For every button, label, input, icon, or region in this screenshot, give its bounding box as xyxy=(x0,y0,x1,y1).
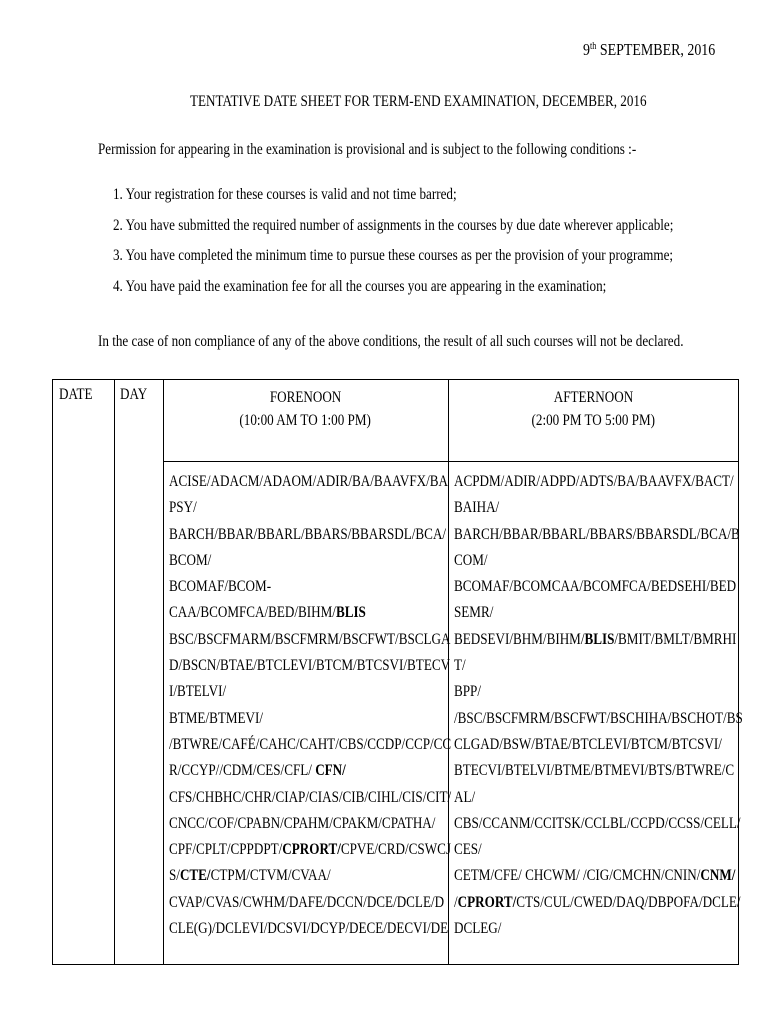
intro-text: Permission for appearing in the examination is provisional and is subject to the following conditions :- xyxy=(98,141,637,158)
course-line xyxy=(454,495,770,521)
course-codes: R/CCYP//CDM/CES/CFL/ xyxy=(169,762,316,780)
closing-note: In the case of non compliance of any of the above conditions, the result of all such courses will not be declared. xyxy=(98,333,684,350)
course-codes: BARCH/BBAR/BBARL/BBARS/BBARSDL/BCA/ xyxy=(169,525,447,543)
column-divider xyxy=(163,380,164,964)
course-codes: BTECVI/BTELVI/BTME/BTMEVI/BTS/BTWRE/C xyxy=(454,762,735,780)
course-codes: /BSC/BSCFMRM/BSCFWT/BSCHIHA/BSCHOT/BS xyxy=(454,709,743,727)
exam-date-table xyxy=(52,379,743,965)
course-codes: CTPM/CTVM/CVAA/ xyxy=(210,867,331,885)
condition-item: 4. You have paid the examination fee for all the courses you are appearing in the examination; xyxy=(113,277,607,295)
course-codes: AL/ xyxy=(454,788,476,806)
course-line xyxy=(454,732,770,758)
course-codes: CTE/ xyxy=(179,867,211,885)
condition-item: 2. You have submitted the required number of assignments in the courses by due date wherever applicable; xyxy=(113,216,674,234)
course-line xyxy=(454,574,770,600)
course-codes: CLE(G)/DCLEVI/DCSVI/DCYP/DECE/DECVI/DE xyxy=(169,920,449,938)
column-divider xyxy=(114,380,115,964)
course-line xyxy=(454,600,770,626)
course-codes: BPP/ xyxy=(454,683,481,701)
course-codes: CLGAD/BSW/BTAE/BTCLEVI/BTCM/BTCSVI/ xyxy=(454,735,722,753)
afternoon-header: AFTERNOON (2:00 PM TO 5:00 PM) xyxy=(531,389,656,429)
course-codes: S/ xyxy=(169,867,180,885)
course-codes: BTME/BTMEVI/ xyxy=(169,709,264,727)
course-line xyxy=(454,469,770,495)
course-codes: ACPDM/ADIR/ADPD/ADTS/BA/BAAVFX/BACT/ xyxy=(454,473,734,490)
course-codes: CPRORT/ xyxy=(457,893,517,911)
condition-item: 3. You have completed the minimum time to pursue these courses as per the provision of your programme; xyxy=(113,247,674,264)
course-codes: CBS/CCANM/CCITSK/CCLBL/CCPD/CCSS/CELL/ xyxy=(454,814,741,832)
course-line xyxy=(454,706,770,732)
course-line xyxy=(454,627,770,653)
course-line xyxy=(454,811,770,837)
forenoon-header: FORENOON (10:00 AM TO 1:00 PM) xyxy=(239,389,372,429)
afternoon-courses xyxy=(454,469,770,942)
course-codes: CPRORT/ xyxy=(282,841,341,859)
document-title: TENTATIVE DATE SHEET FOR TERM-END EXAMINATION, DECEMBER, 2016 xyxy=(190,93,647,110)
course-codes: CFS/CHBHC/CHR/CIAP/CIAS/CIB/CIHL/CIS/CIT/ xyxy=(169,788,452,806)
course-codes: CTS/CUL/CWED/DAQ/DBPOFA/DCLE/ xyxy=(516,893,741,911)
row-divider xyxy=(163,461,738,462)
course-line xyxy=(454,653,770,679)
course-codes: BLIS xyxy=(335,604,366,622)
course-codes: BCOM/ xyxy=(169,551,212,569)
date-header: DATE xyxy=(59,386,93,403)
course-line xyxy=(454,785,770,811)
course-codes: BLIS xyxy=(584,630,615,648)
course-codes: CNM/ xyxy=(700,867,736,885)
course-codes: BEDSEVI/BHM/BIHM/ xyxy=(454,630,585,648)
course-codes: BSC/BSCFMARM/BSCFMRM/BSCFWT/BSCLGA xyxy=(169,630,451,648)
course-codes: CETM/CFE/ CHCWM/ /CIG/CMCHN/CNIN/ xyxy=(454,867,701,885)
course-line xyxy=(454,522,770,548)
day-header: DAY xyxy=(120,386,148,403)
course-codes: BCOMAF/BCOM- xyxy=(169,578,272,596)
course-codes: SEMR/ xyxy=(454,604,494,622)
course-line xyxy=(454,679,770,705)
course-codes: PSY/ xyxy=(169,499,197,517)
course-codes: CPVE/CRD/CSWCJ xyxy=(340,841,451,859)
course-codes: CPF/CPLT/CPPDPT/ xyxy=(169,841,283,859)
course-codes: CES/ xyxy=(454,841,482,859)
course-line xyxy=(454,758,770,784)
course-line xyxy=(454,837,770,863)
course-codes: /BMIT/BMLT/BMRHI xyxy=(614,630,737,648)
course-codes: CAA/BCOMFCA/BED/BIHM/ xyxy=(169,604,336,622)
course-codes: BCOMAF/BCOMCAA/BCOMFCA/BEDSEHI/BED xyxy=(454,578,737,596)
course-codes: COM/ xyxy=(454,551,488,569)
course-line xyxy=(454,863,770,889)
course-codes: BARCH/BBAR/BBARL/BBARS/BBARSDL/BCA/B xyxy=(454,525,740,543)
course-codes: BAIHA/ xyxy=(454,499,500,517)
course-codes: D/BSCN/BTAE/BTCLEVI/BTCM/BTCSVI/BTECV xyxy=(169,657,451,675)
conditions-list xyxy=(113,186,770,308)
condition-item: 1. Your registration for these courses is valid and not time barred; xyxy=(113,186,457,203)
course-codes: CNCC/COF/CPABN/CPAHM/CPAKM/CPATHA/ xyxy=(169,814,436,832)
course-codes: ACISE/ADACM/ADAOM/ADIR/BA/BAAVFX/BA xyxy=(169,473,448,490)
course-line xyxy=(454,890,770,916)
course-codes: I/BTELVI/ xyxy=(169,683,227,701)
course-codes: DCLEG/ xyxy=(454,920,502,938)
document-date: 9th SEPTEMBER, 2016 xyxy=(583,40,716,59)
course-line xyxy=(454,548,770,574)
course-codes: CFN/ xyxy=(315,762,346,780)
course-codes: T/ xyxy=(454,657,466,675)
course-line xyxy=(454,916,770,942)
course-codes: / xyxy=(454,893,458,911)
course-codes: CVAP/CVAS/CWHM/DAFE/DCCN/DCE/DCLE/D xyxy=(169,893,445,911)
course-codes: /BTWRE/CAFÉ/CAHC/CAHT/CBS/CCDP/CCP/CC xyxy=(169,735,452,753)
